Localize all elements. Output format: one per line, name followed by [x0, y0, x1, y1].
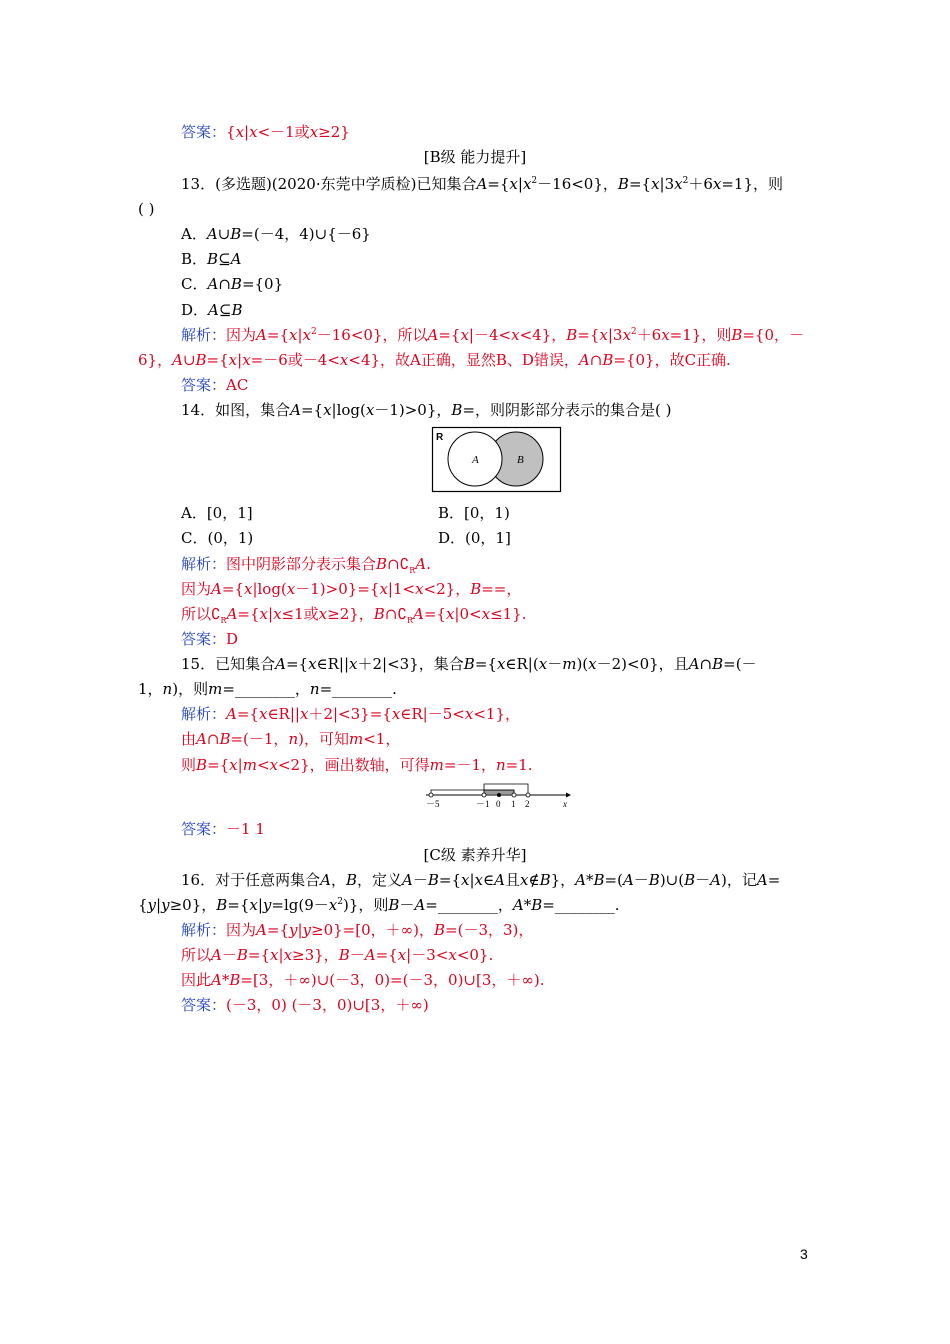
question-15-line2: 1，n)，则m=________，n=________. [138, 680, 397, 698]
solution-16-line3: 因此A*B=[3，＋∞)∪(－3，0)=(－3，0)∪[3，＋∞). [181, 971, 545, 989]
solution-14-line2: 因为A={x|log(x－1)>0}={x|1<x<2}，B==， [181, 580, 522, 598]
option-13-b: B．B⊆A [181, 250, 242, 268]
option-13-a: A．A∪B=(－4，4)∪{－6} [181, 225, 371, 243]
answer-13: 答案：AC [181, 376, 249, 394]
point-neg1 [482, 793, 486, 797]
label-b: B [517, 454, 524, 466]
number-line [420, 780, 575, 808]
page-number: 3 [800, 1246, 808, 1262]
tick-2: 2 [525, 799, 530, 809]
solution-16-line2: 所以A－B={x|x≥3}，B－A={x|－3<x<0}. [181, 946, 494, 964]
tick-neg1: －1 [476, 799, 490, 809]
question-13-line1: 13．(多选题)(2020·东莞中学质检)已知集合$A=\{x|x^2-16<0\}$，$B=\{x|3x^2+6x=1\}$，则 [181, 175, 784, 193]
axis-label: x [563, 799, 567, 809]
tick-1: 1 [511, 799, 516, 809]
solution-13-line1: 解析：因为$A=\{x|x^2-16<0\}$，所以A={x|－4<x<4}，$B=\{x|3x^2+6x=1\}$，则B={0，－ [181, 326, 805, 344]
question-16-line2: {y|y≥0}，$B=\{x|y=\lg(9-x^2)\}$，则B－A=________，A*B=________. [138, 896, 620, 914]
label-a: A [472, 454, 479, 466]
section-heading-c: [C级 素养升华] [423, 846, 527, 864]
question-14: 14．如图，集合A={x|log(x－1)>0}，B=，则阴影部分表示的集合是( ) [181, 401, 672, 419]
answer-15: 答案：－1 1 [181, 820, 265, 838]
axis-arrow [566, 793, 571, 798]
point-0 [497, 793, 501, 797]
question-15-line1: 15．已知集合A={x∈R||x＋2|<3}，集合B={x∈R|(x－m)(x－2)<0}，且A∩B=(－ [181, 655, 757, 673]
solution-14-line1: 解析：图中阴影部分表示集合$B\cap∁_RA$. [181, 555, 431, 575]
option-13-d: D．A⊆B [181, 301, 243, 319]
option-14-a: A．[0，1] [181, 504, 253, 522]
universe-label: R [436, 432, 444, 443]
venn-diagram [432, 427, 562, 493]
solution-14-line3: 所以$∁_RA=\{x|x\le 1$或x≥2}，$B\cap∁_RA=\{x|0<x\le 1\}$. [181, 605, 527, 625]
solution-15-line3: 则B={x|m<x<2}，画出数轴，可得m=－1，n=1. [181, 756, 533, 774]
question-13-line2: ( ) [138, 200, 155, 218]
tick-0: 0 [496, 799, 501, 809]
point-neg5 [429, 793, 433, 797]
tick-neg5: －5 [426, 799, 440, 809]
option-13-c: C．A∩B={0} [181, 275, 284, 293]
answer-12: 答案：{x|x<－1或x≥2} [181, 123, 350, 141]
point-2 [526, 793, 530, 797]
section-heading-b: [B级 能力提升] [423, 148, 527, 166]
point-1 [512, 793, 516, 797]
solution-13-line2: 6}，A∪B={x|x=－6或－4<x<4}，故A正确，显然B、D错误，A∩B={0}，故C正确. [138, 351, 731, 369]
question-16-line1: 16．对于任意两集合A，B，定义A－B={x|x∈A且x∉B}，A*B=(A－B)∪(B－A)，记A= [181, 871, 781, 889]
solution-15-line2: 由A∩B=(－1，n)，可知m<1， [181, 730, 401, 748]
solution-16-line1: 解析：因为A={y|y≥0}=[0，＋∞)，B=(－3，3)， [181, 921, 534, 939]
answer-14: 答案：D [181, 630, 239, 648]
option-14-b: B．[0，1) [438, 504, 510, 522]
answer-16: 答案：(－3，0) (－3，0)∪[3，＋∞) [181, 996, 429, 1014]
option-14-d: D．(0，1] [438, 529, 511, 547]
solution-15-line1: 解析：A={x∈R||x＋2|<3}={x∈R|－5<x<1}， [181, 705, 520, 723]
option-14-c: C．(0，1) [181, 529, 254, 547]
